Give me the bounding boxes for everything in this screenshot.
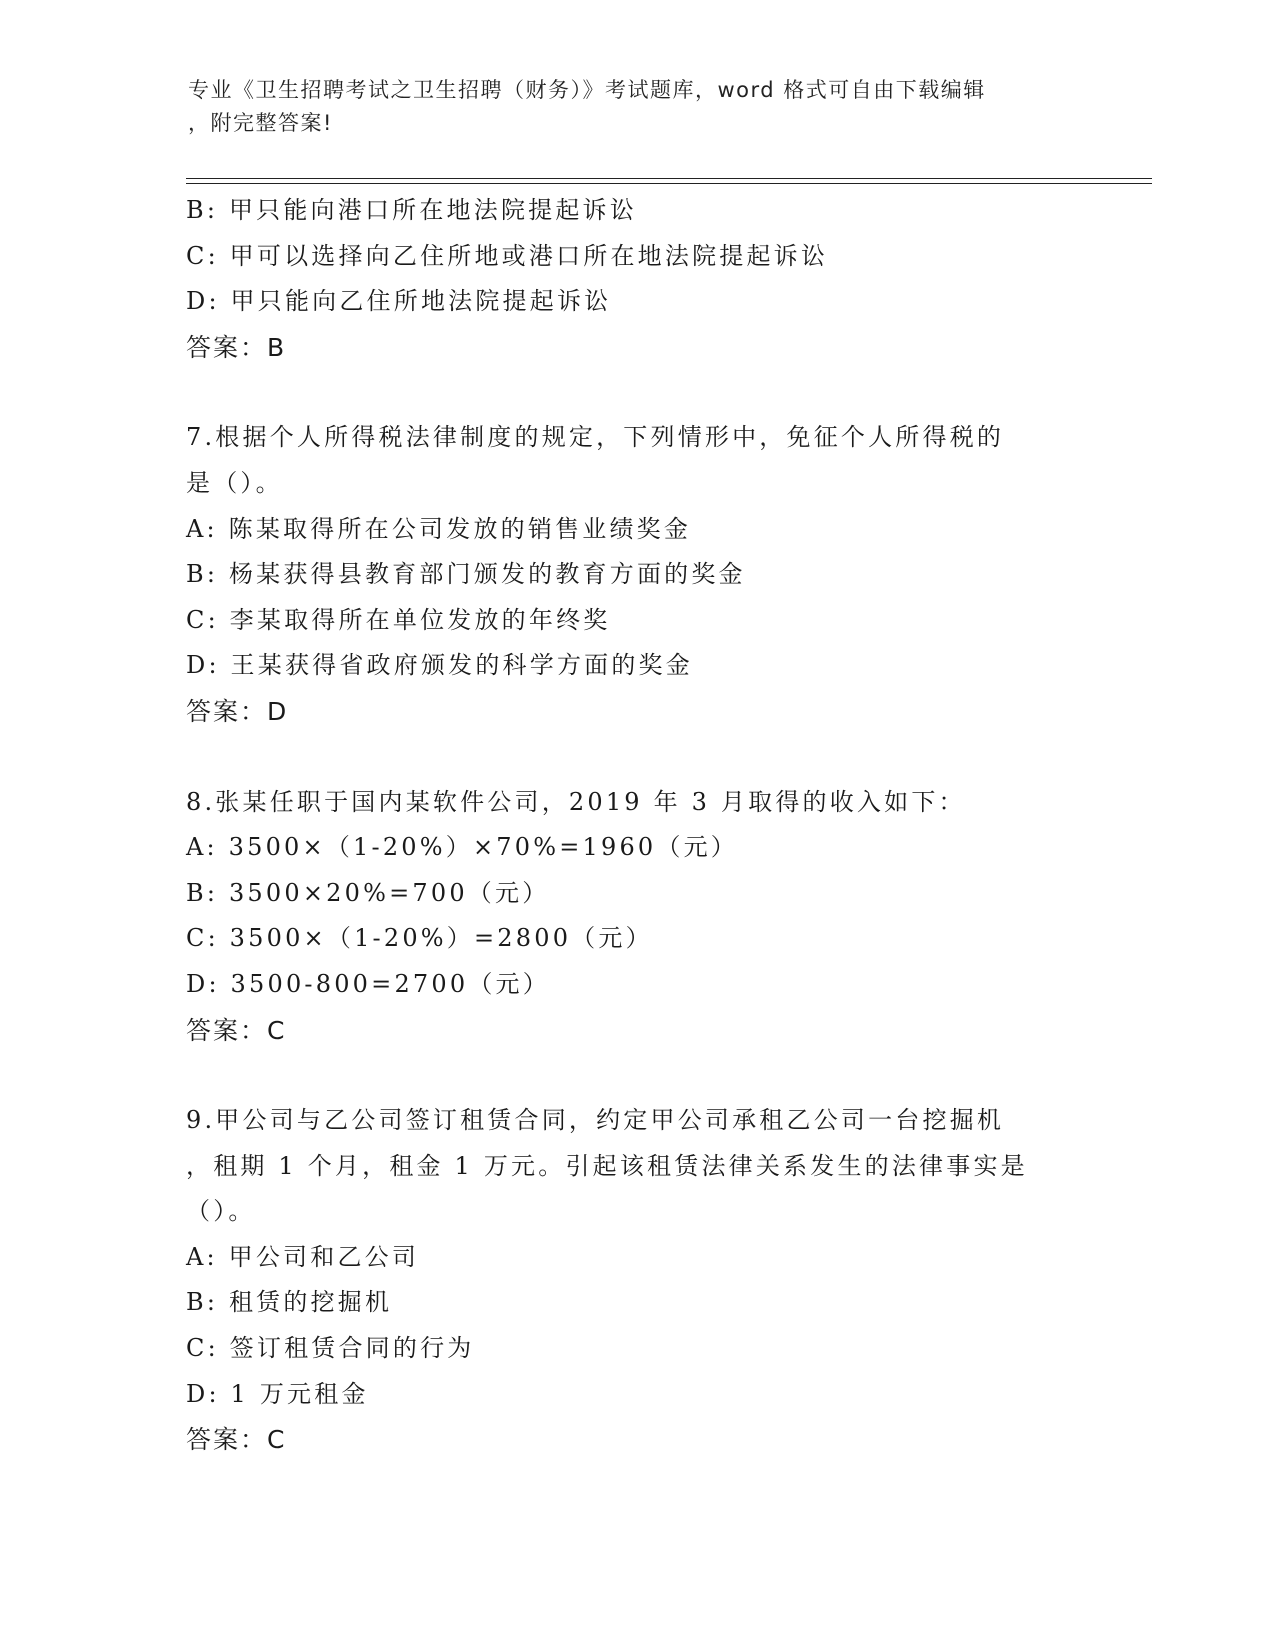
answer: 答案：D	[186, 696, 289, 726]
option-a: A: 3500×（1-20%）×70%=1960（元）	[186, 833, 738, 862]
option-c: C: 签订租赁合同的行为	[186, 1334, 475, 1363]
option-a: A: 甲公司和乙公司	[186, 1242, 420, 1271]
option-b: B: 甲只能向港口所在地法院提起诉讼	[186, 196, 637, 224]
option-d: D: 1 万元租金	[186, 1379, 369, 1408]
option-b: B: 租赁的挖掘机	[186, 1288, 393, 1317]
answer: 答案：C	[186, 1425, 287, 1455]
answer: 答案：C	[186, 1015, 287, 1045]
question-6-continued	[186, 188, 1086, 370]
option-c: C: 李某取得所在单位发放的年终奖	[186, 605, 611, 634]
question-9	[186, 1098, 1086, 1463]
header-divider	[186, 178, 1152, 184]
header-title-line-1: 专业《卫生招聘考试之卫生招聘（财务）》考试题库，word 格式可自由下载编辑	[188, 78, 986, 102]
option-b: B: 杨某获得县教育部门颁发的教育方面的奖金	[186, 560, 746, 589]
question-7	[186, 415, 1086, 734]
answer: 答案：B	[186, 332, 287, 362]
question-stem: 7.根据个人所得税法律制度的规定，下列情形中，免征个人所得税的	[186, 423, 1005, 452]
option-d: D: 甲只能向乙住所地法院提起诉讼	[186, 287, 612, 316]
question-stem-cont: ，租期 1 个月，租金 1 万元。引起该租赁法律关系发生的法律事实是	[186, 1151, 1028, 1180]
option-d: D: 王某获得省政府颁发的科学方面的奖金	[186, 651, 693, 680]
option-c: C: 3500×（1-20%）=2800（元）	[186, 924, 653, 953]
option-d: D: 3500-800=2700（元）	[186, 969, 550, 998]
option-b: B: 3500×20%=700（元）	[186, 878, 550, 907]
question-8	[186, 780, 1086, 1054]
question-stem-cont: 是（）。	[186, 468, 283, 497]
question-stem-end: （）。	[186, 1197, 256, 1226]
option-a: A: 陈某取得所在公司发放的销售业绩奖金	[186, 514, 692, 543]
header-title-line-2: ，附完整答案!	[188, 111, 333, 135]
question-stem: 8.张某任职于国内某软件公司，2019 年 3 月取得的收入如下：	[186, 787, 966, 816]
option-c: C: 甲可以选择向乙住所地或港口所在地法院提起诉讼	[186, 241, 829, 270]
document-header	[188, 74, 1068, 140]
question-stem: 9.甲公司与乙公司签订租赁合同，约定甲公司承租乙公司一台挖掘机	[186, 1106, 1005, 1135]
question-list	[186, 188, 1086, 1463]
